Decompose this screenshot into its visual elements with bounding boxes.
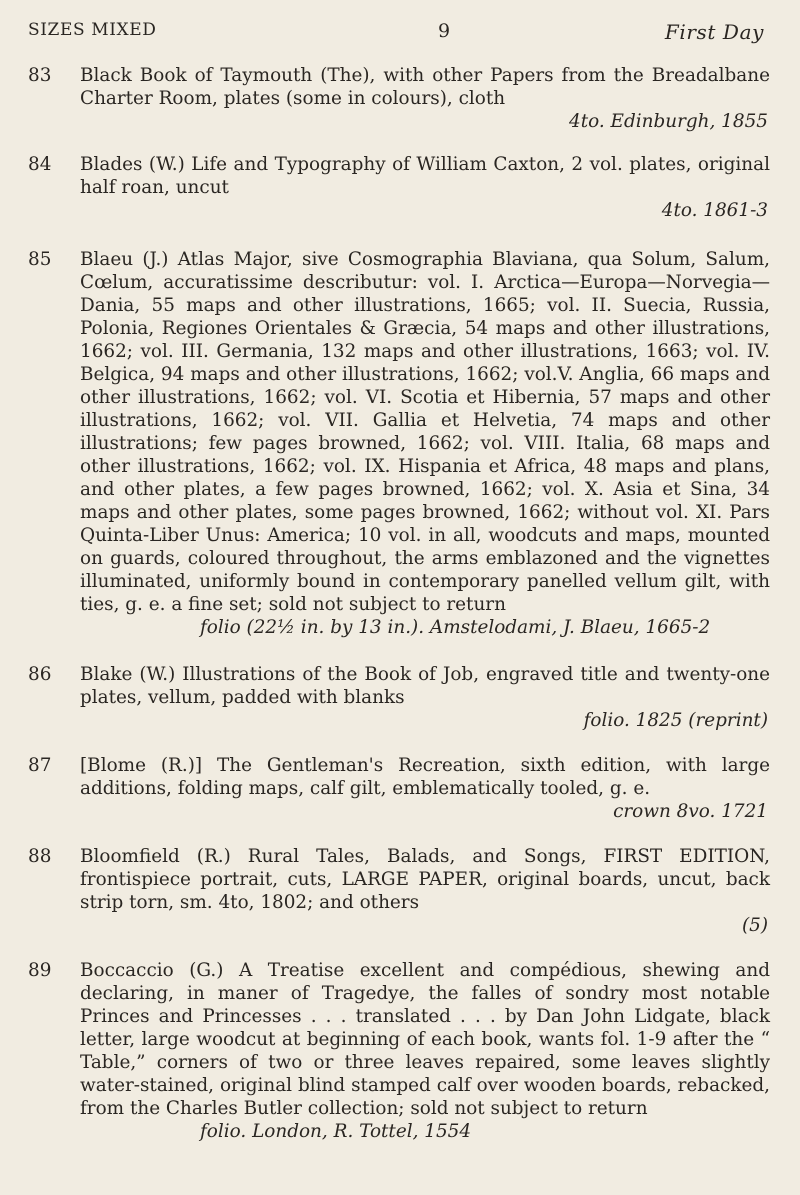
running-header [28, 20, 770, 54]
lot-imprint: folio (22½ in. by 13 in.). Amstelodami, J. Blaeu, 1665-2 [200, 617, 711, 638]
lot-imprint: (5) [741, 915, 768, 936]
page-number: 9 [438, 20, 451, 42]
lot-description: Blake (W.) Illustrations of the Book of Job, engraved title and twenty-one plates, vellum, padded with blanks [80, 664, 770, 708]
lot-imprint: crown 8vo. 1721 [613, 801, 768, 822]
lot-description: Blaeu (J.) Atlas Major, sive Cosmographia Blaviana, qua Solum, Salum, Cœlum, accuratissime descributur: vol. I. Arctica—Europa—Norvegia—Dania, 55 maps and other illustrations, 1665; vol. II. Suecia, Russia, Polonia, Regiones Orientales & Græcia, 54 maps and other illustrations, 1662; vol. III. Germania, 132 maps and other illustrations, 1663; vol. IV. Belgica, 94 maps and other illustrations, 1662; vol.V. Anglia, 66 maps and other illustrations, 1662; vol. VI. Scotia et Hibernia, 57 maps and other illustrations, 1662; vol. VII. Gallia et Helvetia, 74 maps and other illustrations; few pages browned, 1662; vol. VIII. Italia, 68 maps and other illustrations, 1662; vol. IX. Hispania et Africa, 48 maps and plans, and other plates, a few pages browned, 1662; vol. X. Asia et Sina, 34 maps and other plates, some pages browned, 1662; without vol. XI. Pars Quinta-Liber Unus: America; 10 vol. in all, woodcuts and maps, mounted on guards, coloured throughout, the arms emblazoned and the vignettes illuminated, uniformly bound in contemporary panelled vellum gilt, with ties, g. e. a fine set; sold not subject to return [80, 249, 770, 615]
lot-entry-87 [28, 754, 770, 823]
lot-description: Blades (W.) Life and Typography of William Caxton, 2 vol. plates, original half roan, uncut [80, 154, 770, 198]
lot-number: 84 [28, 154, 52, 175]
lot-description: Black Book of Taymouth (The), with other Papers from the Breadalbane Charter Room, plates (some in colours), cloth [80, 65, 770, 109]
lot-number: 86 [28, 664, 52, 685]
lot-entry-88 [28, 845, 770, 937]
lot-imprint: 4to. 1861-3 [661, 200, 768, 221]
lot-number: 89 [28, 960, 52, 981]
lot-number: 88 [28, 846, 52, 867]
lot-entry-84 [28, 153, 770, 222]
lot-description: [Blome (R.)] The Gentleman's Recreation, sixth edition, with large additions, folding maps, calf gilt, emblematically tooled, g. e. [80, 755, 770, 799]
lot-entry-85 [28, 248, 770, 639]
lot-entry-83 [28, 64, 770, 133]
lot-description: Boccaccio (G.) A Treatise excellent and compédious, shewing and declaring, in maner of Tragedye, the falles of sondry most notable Princes and Princesses . . . translated . . . by Dan John Lidgate, black letter, large woodcut at beginning of each book, wants fol. 1-9 after the “ Table,” corners of two or three leaves repaired, some leaves slightly water-stained, original blind stamped calf over wooden boards, rebacked, from the Charles Butler collection; sold not subject to return [80, 960, 770, 1119]
lot-imprint: folio. 1825 (reprint) [583, 710, 768, 731]
lot-list [28, 64, 770, 1143]
lot-imprint: 4to. Edinburgh, 1855 [569, 111, 768, 132]
lot-entry-89 [28, 959, 770, 1143]
lot-description: Bloomfield (R.) Rural Tales, Balads, and Songs, FIRST EDITION, frontispiece portrait, cuts, LARGE PAPER, original boards, uncut, back strip torn, sm. 4to, 1802; and others [80, 846, 770, 913]
lot-number: 83 [28, 65, 52, 86]
header-day-label: First Day [664, 20, 764, 44]
lot-entry-86 [28, 663, 770, 732]
lot-number: 85 [28, 249, 52, 270]
lot-imprint: folio. London, R. Tottel, 1554 [200, 1121, 472, 1142]
lot-number: 87 [28, 755, 52, 776]
header-section-title: SIZES MIXED [28, 20, 157, 40]
